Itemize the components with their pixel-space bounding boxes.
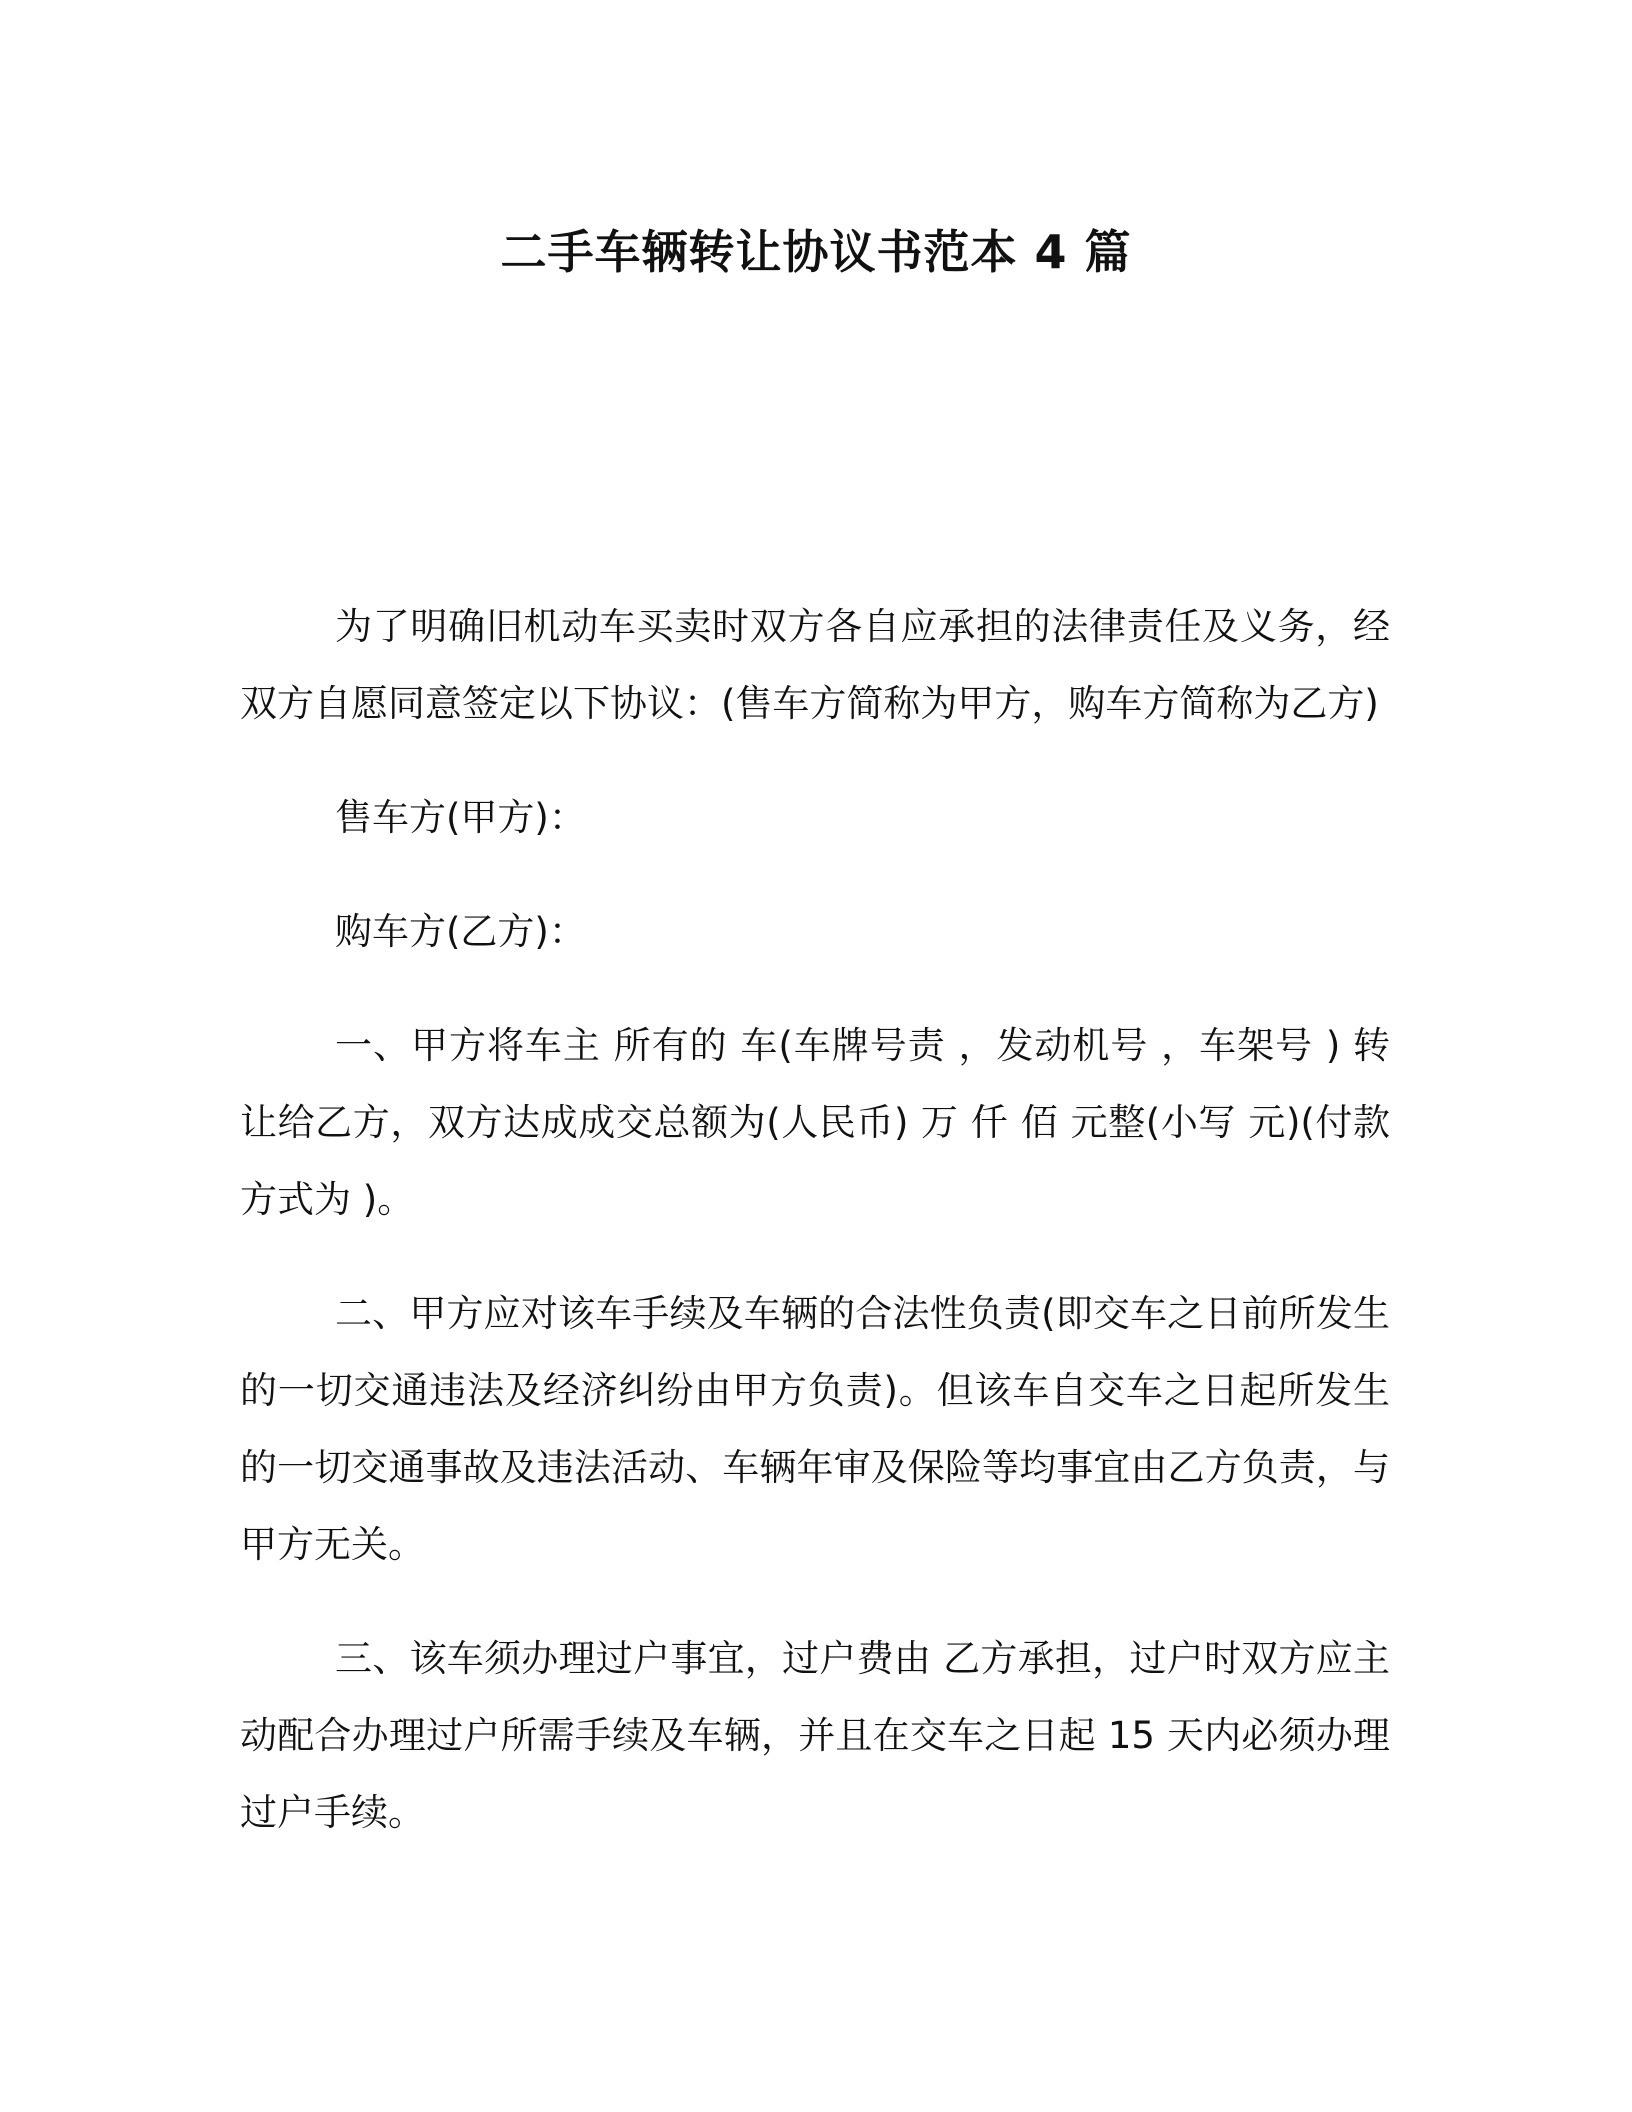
clause-2: 二、甲方应对该车手续及车辆的合法性负责(即交车之日前所发生的一切交通违法及经济纠纷由甲方负责)。但该车自交车之日起所发生的一切交通事故及违法活动、车辆年审及保险等均事宜由乙方负责，与甲方无关。 bbox=[240, 1292, 1390, 1566]
intro-paragraph: 为了明确旧机动车买卖时双方各自应承担的法律责任及义务，经双方自愿同意签定以下协议：(售车方简称为甲方，购车方简称为乙方) bbox=[240, 605, 1390, 725]
clause-1: 一、甲方将车主 所有的 车(车牌号责 ，发动机号 ，车架号 ) 转让给乙方，双方达成成交总额为(人民币) 万 仟 佰 元整(小写 元)(付款方式为 )。 bbox=[240, 1024, 1390, 1221]
document-title: 二手车辆转让协议书范本 4 篇 bbox=[500, 225, 1132, 279]
document-body bbox=[240, 588, 1390, 1851]
seller-line: 售车方(甲方)： bbox=[335, 796, 586, 839]
buyer-line: 购车方(乙方)： bbox=[335, 910, 586, 953]
clause-3: 三、该车须办理过户事宜，过户费由 乙方承担，过户时双方应主动配合办理过户所需手续及车辆，并且在交车之日起 15 天内必须办理过户手续。 bbox=[240, 1637, 1390, 1834]
